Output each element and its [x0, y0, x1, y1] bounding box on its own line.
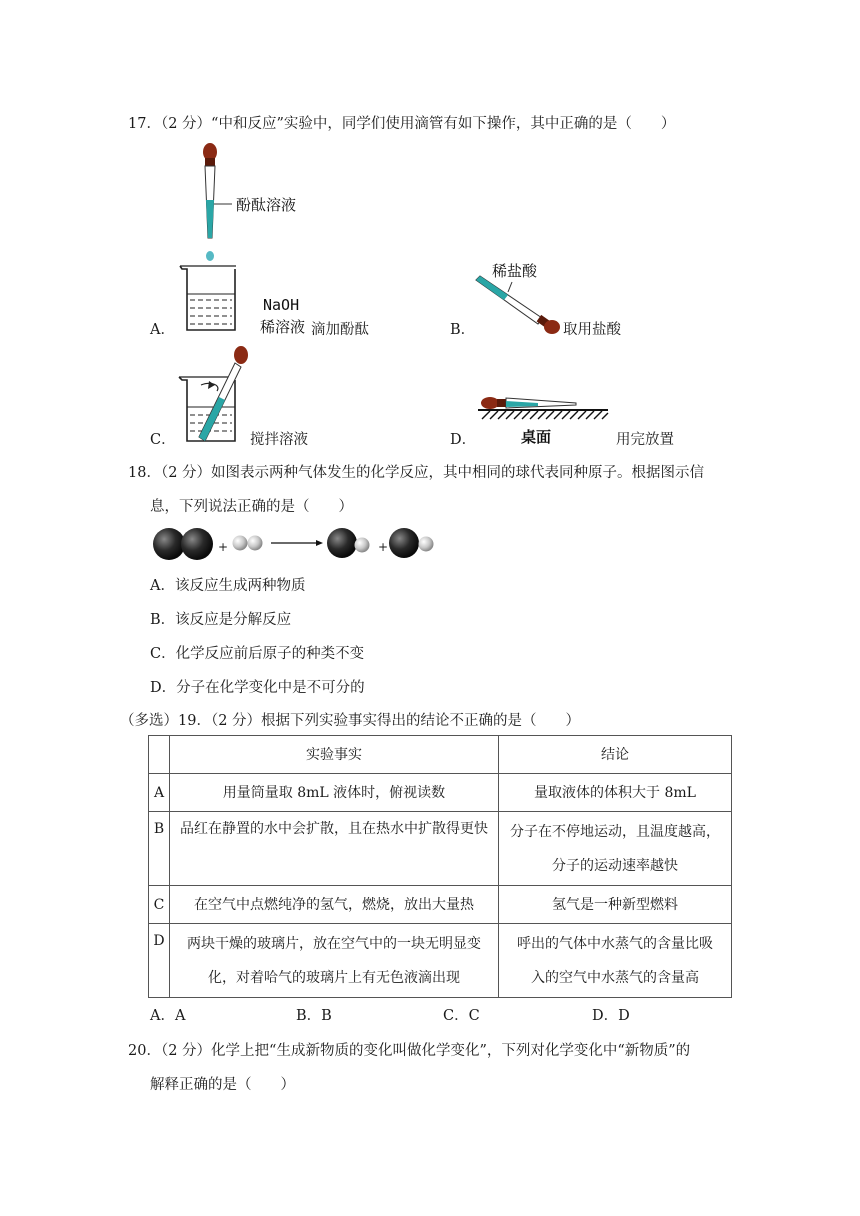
- row-conclusion: 氢气是一种新型燃料: [499, 886, 732, 924]
- q17-option-c-caption: 搅拌溶液: [250, 432, 308, 448]
- fig-label-phenolphthalein: 酚酞溶液: [236, 196, 297, 214]
- q18-reaction-diagram: [150, 524, 440, 564]
- q17-option-c-letter: C．: [150, 432, 176, 448]
- table-row: [149, 774, 732, 812]
- q18-option-c: C．化学反应前后原子的种类不变: [150, 646, 365, 662]
- row-conclusion-line: 分子在不停地运动，且温度越高，: [510, 823, 720, 840]
- table-header-fact: 实验事实: [170, 736, 499, 774]
- row-conclusion-line: 呼出的气体中水蒸气的含量比吸: [517, 935, 713, 952]
- q19-choice-a: A．A: [150, 1008, 186, 1024]
- fig-label-desk: 桌面: [521, 428, 552, 446]
- row-fact: 用量筒量取 8mL 液体时，俯视读数: [170, 774, 499, 812]
- table-row: [149, 812, 732, 886]
- q17-option-d-letter: D．: [450, 432, 477, 448]
- q18-option-b: B．该反应是分解反应: [150, 612, 292, 628]
- row-conclusion-line: 入的空气中水蒸气的含量高: [531, 969, 699, 986]
- q19-stem: （多选）19．（2 分）根据下列实验事实得出的结论不正确的是（ ）: [120, 713, 581, 729]
- q18-plus-1: +: [218, 540, 229, 554]
- row-fact: 品红在静置的水中会扩散，且在热水中扩散得更快: [170, 812, 499, 886]
- q17-option-a-caption: 滴加酚酞: [311, 322, 369, 338]
- table-row: [149, 886, 732, 924]
- row-label: D: [149, 924, 170, 998]
- row-fact-line: 两块干燥的玻璃片，放在空气中的一块无明显变: [187, 935, 481, 952]
- table-header-blank: [149, 736, 170, 774]
- q19-facts-table: [148, 735, 732, 998]
- row-label: A: [149, 774, 170, 812]
- row-fact: 在空气中点燃纯净的氢气，燃烧，放出大量热: [170, 886, 499, 924]
- q18-stem-line1: 18．（2 分）如图表示两种气体发生的化学反应，其中相同的球代表同种原子。根据图示信: [128, 465, 705, 481]
- row-fact-line: 化，对着哈气的玻璃片上有无色液滴出现: [208, 969, 460, 986]
- q18-stem-line2: 息，下列说法正确的是（ ）: [150, 499, 353, 515]
- q19-choice-b: B．B: [296, 1008, 332, 1024]
- q17-figure-c: [175, 345, 255, 445]
- fig-label-hcl: 稀盐酸: [492, 262, 538, 280]
- q20-stem-line2: 解释正确的是（ ）: [150, 1077, 295, 1093]
- q17-figure-d: [478, 393, 618, 427]
- row-conclusion: 量取液体的体积大于 8mL: [499, 774, 732, 812]
- row-fact: [170, 924, 499, 998]
- table-row: [149, 924, 732, 998]
- q19-choice-d: D．D: [592, 1008, 630, 1024]
- q17-stem: 17．（2 分）“中和反应”实验中，同学们使用滴管有如下操作，其中正确的是（ ）: [128, 116, 676, 132]
- q17-option-b-letter: B．: [450, 322, 476, 338]
- q19-choice-c: C．C: [443, 1008, 480, 1024]
- q17-option-b-caption: 取用盐酸: [563, 322, 621, 338]
- q18-plus-2: +: [378, 540, 389, 554]
- row-label: B: [149, 812, 170, 886]
- q20-stem-line1: 20．（2 分）化学上把“生成新物质的变化叫做化学变化”，下列对化学变化中“新物质”的: [128, 1043, 691, 1059]
- row-conclusion: [499, 812, 732, 886]
- table-header-conclusion: 结论: [499, 736, 732, 774]
- row-conclusion: [499, 924, 732, 998]
- table-header-row: [149, 736, 732, 774]
- q18-option-d: D．分子在化学变化中是不可分的: [150, 680, 365, 696]
- q17-option-d-caption: 用完放置: [616, 432, 674, 448]
- fig-label-naoh: NaOH: [263, 296, 300, 314]
- q17-option-a-letter: A．: [150, 322, 175, 338]
- row-conclusion-line: 分子的运动速率越快: [552, 857, 678, 874]
- fig-label-dilute: 稀溶液: [260, 318, 306, 336]
- row-label: C: [149, 886, 170, 924]
- q18-option-a: A．该反应生成两种物质: [150, 578, 306, 594]
